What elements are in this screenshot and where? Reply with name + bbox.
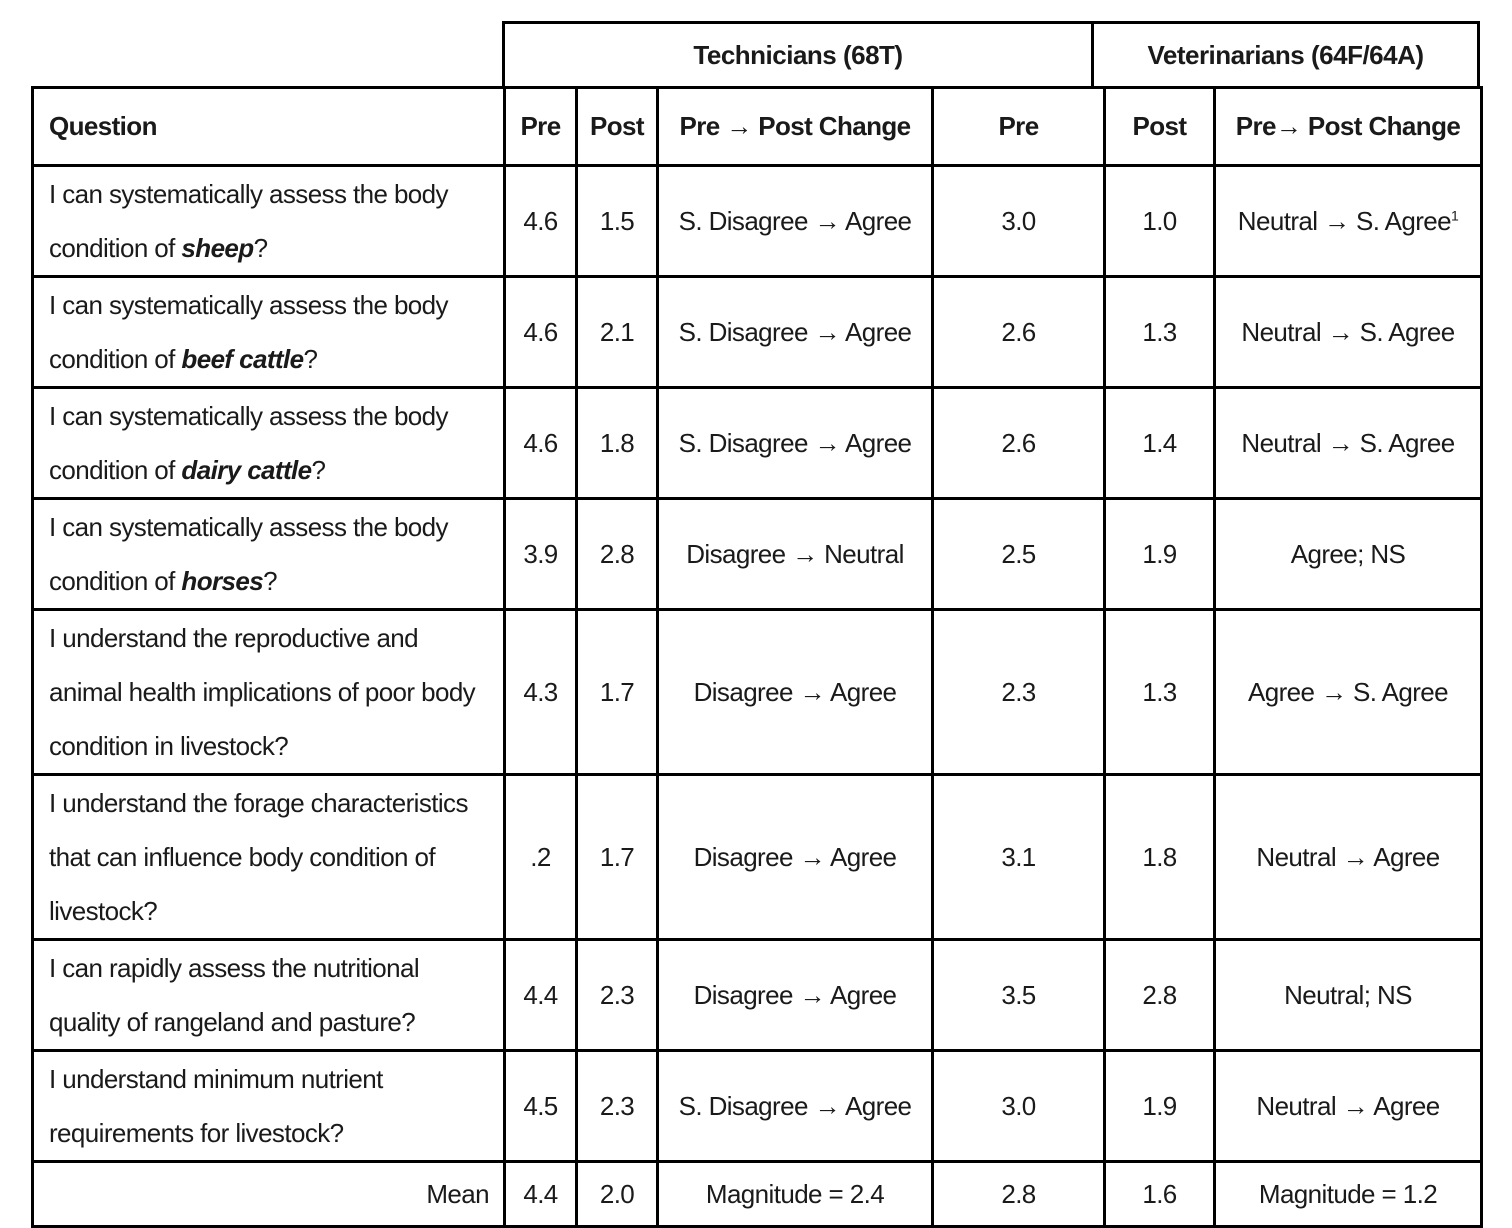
table-row: [33, 940, 1482, 1051]
col-vet-change: Pre→ Post Change: [1215, 88, 1482, 166]
vet-pre-cell: 2.3: [933, 610, 1105, 775]
tech-post-cell: 2.3: [577, 1051, 658, 1162]
vet-change-cell: Neutral → Agree: [1215, 775, 1482, 940]
tech-post-cell: 2.8: [577, 499, 658, 610]
vet-post-mean: 1.6: [1105, 1162, 1215, 1227]
question-cell: I understand the reproductive and animal health implications of poor body condition in livestock?: [33, 610, 505, 775]
species-emphasis: dairy cattle: [181, 455, 312, 485]
mean-label: Mean: [33, 1162, 505, 1227]
tech-change-cell: S. Disagree → Agree: [658, 388, 933, 499]
question-cell: I can systematically assess the body condition of beef cattle?: [33, 277, 505, 388]
table-row: [33, 499, 1482, 610]
species-emphasis: sheep: [181, 233, 254, 263]
species-emphasis: beef cattle: [181, 344, 304, 374]
tech-post-cell: 1.5: [577, 166, 658, 277]
vet-change-cell: Neutral → S. Agree: [1215, 388, 1482, 499]
tech-pre-cell: 4.6: [505, 388, 577, 499]
table-row: [33, 388, 1482, 499]
vet-pre-cell: 2.6: [933, 388, 1105, 499]
footnote-marker: 1: [1451, 206, 1459, 223]
question-cell: I can systematically assess the body condition of sheep?: [33, 166, 505, 277]
tech-change-cell: S. Disagree → Agree: [658, 166, 933, 277]
vet-change-cell: Neutral → Agree: [1215, 1051, 1482, 1162]
tech-post-mean: 2.0: [577, 1162, 658, 1227]
vet-post-cell: 1.8: [1105, 775, 1215, 940]
tech-post-cell: 2.1: [577, 277, 658, 388]
vet-pre-cell: 3.0: [933, 166, 1105, 277]
vet-change-cell: Agree; NS: [1215, 499, 1482, 610]
vet-pre-cell: 2.5: [933, 499, 1105, 610]
tech-pre-cell: 4.5: [505, 1051, 577, 1162]
tech-pre-cell: 4.3: [505, 610, 577, 775]
tech-pre-cell: 3.9: [505, 499, 577, 610]
vet-pre-cell: 3.0: [933, 1051, 1105, 1162]
group-header-row: [502, 21, 1480, 89]
species-emphasis: horses: [181, 566, 264, 596]
group-technicians: Technicians (68T): [505, 24, 1094, 86]
tech-change-cell: Disagree → Neutral: [658, 499, 933, 610]
tech-pre-cell: 4.4: [505, 940, 577, 1051]
table-row: [33, 775, 1482, 940]
col-tech-change: Pre → Post Change: [658, 88, 933, 166]
table-row: [33, 166, 1482, 277]
tech-post-cell: 1.7: [577, 610, 658, 775]
col-tech-post: Post: [577, 88, 658, 166]
tech-magnitude: Magnitude = 2.4: [658, 1162, 933, 1227]
vet-post-cell: 1.3: [1105, 610, 1215, 775]
tech-change-cell: Disagree → Agree: [658, 610, 933, 775]
mean-row: [33, 1162, 1482, 1227]
col-tech-pre: Pre: [505, 88, 577, 166]
question-cell: I can rapidly assess the nutritional quality of rangeland and pasture?: [33, 940, 505, 1051]
col-vet-pre: Pre: [933, 88, 1105, 166]
vet-change-cell: Neutral → S. Agree$^1$: [1215, 166, 1482, 277]
tech-post-cell: 2.3: [577, 940, 658, 1051]
vet-post-cell: 1.0: [1105, 166, 1215, 277]
table-row: [33, 277, 1482, 388]
question-cell: I can systematically assess the body condition of horses?: [33, 499, 505, 610]
table-row: [33, 1051, 1482, 1162]
vet-pre-cell: 3.5: [933, 940, 1105, 1051]
tech-pre-cell: 4.6: [505, 166, 577, 277]
tech-change-cell: S. Disagree → Agree: [658, 277, 933, 388]
question-cell: I can systematically assess the body condition of dairy cattle?: [33, 388, 505, 499]
vet-pre-cell: 3.1: [933, 775, 1105, 940]
vet-pre-cell: 2.6: [933, 277, 1105, 388]
tech-post-cell: 1.7: [577, 775, 658, 940]
vet-post-cell: 1.9: [1105, 1051, 1215, 1162]
vet-pre-mean: 2.8: [933, 1162, 1105, 1227]
column-header-row: [33, 88, 1482, 166]
col-vet-post: Post: [1105, 88, 1215, 166]
vet-magnitude: Magnitude = 1.2: [1215, 1162, 1482, 1227]
vet-post-cell: 2.8: [1105, 940, 1215, 1051]
tech-change-cell: S. Disagree → Agree: [658, 1051, 933, 1162]
tech-pre-cell: .2: [505, 775, 577, 940]
vet-post-cell: 1.3: [1105, 277, 1215, 388]
table-row: [33, 610, 1482, 775]
vet-change-cell: Agree → S. Agree: [1215, 610, 1482, 775]
question-cell: I understand the forage characteristics that can influence body condition of livestock?: [33, 775, 505, 940]
survey-results-table: [31, 86, 1483, 1228]
tech-pre-cell: 4.6: [505, 277, 577, 388]
group-veterinarians: Veterinarians (64F/64A): [1147, 39, 1424, 70]
tech-change-cell: Disagree → Agree: [658, 940, 933, 1051]
vet-change-cell: Neutral; NS: [1215, 940, 1482, 1051]
question-cell: I understand minimum nutrient requirements for livestock?: [33, 1051, 505, 1162]
col-question: Question: [33, 88, 505, 166]
tech-pre-mean: 4.4: [505, 1162, 577, 1227]
tech-change-cell: Disagree → Agree: [658, 775, 933, 940]
vet-post-cell: 1.9: [1105, 499, 1215, 610]
vet-change-cell: Neutral → S. Agree: [1215, 277, 1482, 388]
tech-post-cell: 1.8: [577, 388, 658, 499]
vet-post-cell: 1.4: [1105, 388, 1215, 499]
